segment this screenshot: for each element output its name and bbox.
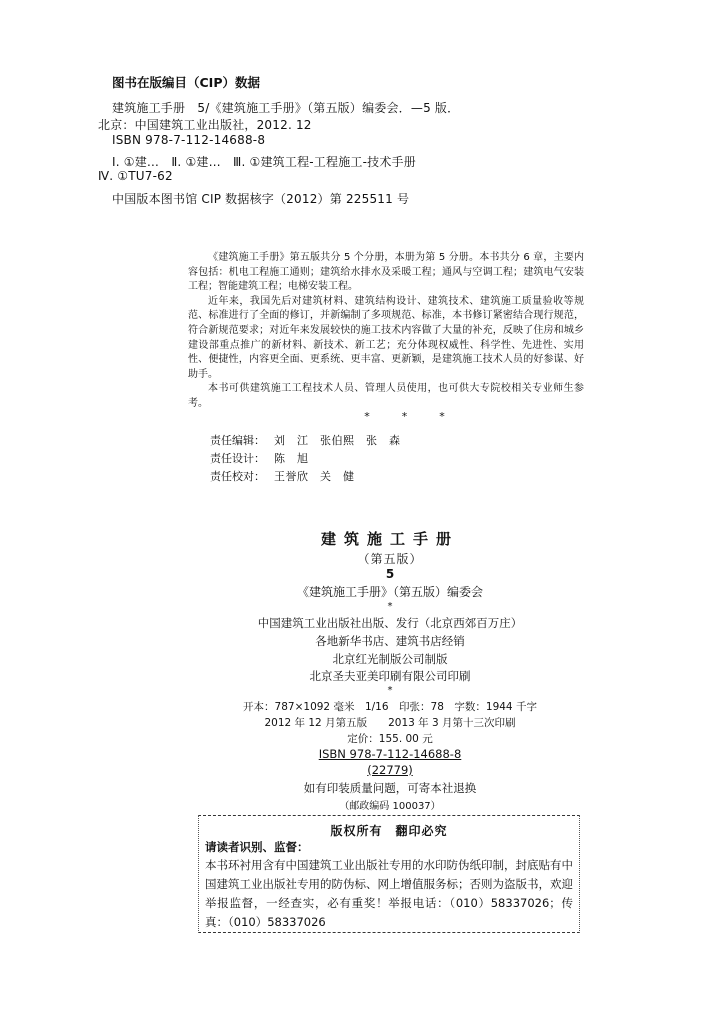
credit-design — [210, 450, 309, 466]
return-notice: 如有印装质量问题，可寄本社退换 — [303, 781, 477, 795]
cip-line-1: 建筑施工手册 5/《建筑施工手册》（第五版）编委会．—5 版． — [112, 101, 460, 115]
book-description — [188, 251, 584, 412]
credit-design-names: 陈 旭 — [274, 452, 309, 465]
cip-line-classification: Ⅰ. ①建… Ⅱ. ①建… Ⅲ. ①建筑工程-工程施工-技术手册 — [112, 155, 416, 169]
star: * — [401, 410, 408, 423]
copyright-lead: 请读者识别、监督： — [205, 840, 309, 854]
publisher-line: 中国建筑工业出版社出版、发行（北京西郊百万庄） — [257, 616, 523, 630]
cip-line-data-number: 中国版本图书馆 CIP 数据核字（2012）第 225511 号 — [112, 192, 410, 206]
price: 定价：155. 00 元 — [347, 733, 433, 745]
credit-editor-names: 刘 江 张伯熙 张 森 — [274, 434, 401, 447]
format-specs: 开本：787×1092 毫米 1/16 印张：78 字数：1944 千字 — [243, 701, 537, 713]
star: * — [439, 410, 445, 423]
cip-line-isbn: ISBN 978-7-112-14688-8 — [112, 133, 266, 147]
copyright-title: 版权所有 翻印必究 — [330, 824, 448, 838]
cip-title: 图书在版编目（CIP）数据 — [112, 75, 260, 90]
star-separator — [350, 410, 459, 423]
separator-star: * — [387, 601, 393, 612]
catalog-code: (22779) — [367, 763, 413, 777]
book-title: 建筑施工手册 — [320, 530, 459, 548]
cip-line-2: 北京：中国建筑工业出版社，2012. 12 — [98, 118, 312, 132]
separator-star: * — [387, 685, 393, 696]
printer-line: 北京圣夫亚美印刷有限公司印刷 — [309, 669, 471, 683]
description-paragraph-2: 近年来，我国先后对建筑材料、建筑结构设计、建筑技术、建筑施工质量验收等规范、标准进行了全面的修订，并新编制了多项规范、标准，本书修订紧密结合现行规范，符合新规范要求；对近年来发展较快的施工技术内容做了大量的补充，反映了住房和城乡建设部重点推广的新材料、新技术、新工艺；充分体现权威性、科学性、先进性、实用性、便捷性，内容更全面、更系统、更丰富、更新颖，是建筑施工技术人员的好参谋、好助手。 — [188, 295, 584, 380]
credit-editor — [210, 432, 401, 448]
print-dates: 2012 年 12 月第五版 2013 年 3 月第十三次印刷 — [264, 717, 516, 729]
platemaker-line: 北京红光制版公司制版 — [332, 652, 448, 666]
star: * — [364, 410, 370, 423]
credit-proofread — [210, 468, 355, 484]
copyright-body: 本书环衬用含有中国建筑工业出版社专用的水印防伪纸印制，封底贴有中国建筑工业出版社专用的防伪标、网上增值服务标；否则为盗版书，欢迎举报监督，一经查实，必有重奖！举报电话：（010）58337026；传真：（010）58337026 — [205, 858, 573, 929]
description-paragraph-3: 本书可供建筑施工工程技术人员、管理人员使用，也可供大专院校相关专业师生参考。 — [188, 383, 584, 409]
editorial-committee: 《建筑施工手册》（第五版）编委会 — [296, 585, 483, 599]
credit-editor-label: 责任编辑： — [210, 434, 265, 447]
description-paragraph-1: 《建筑施工手册》第五版共分 5 个分册，本册为第 5 分册。本书共分 6 章，主要内容包括：机电工程施工通则；建筑给水排水及采暖工程；通风与空调工程；建筑电气安装工程；智能建筑工程；电梯安装工程。 — [188, 252, 584, 293]
credit-proofread-names: 王誉欣 关 健 — [274, 470, 355, 483]
distributor-line: 各地新华书店、建筑书店经销 — [315, 634, 465, 648]
copyright-box — [198, 815, 580, 933]
edition: （第五版） — [357, 552, 423, 566]
credit-design-label: 责任设计： — [210, 452, 265, 465]
postcode: （邮政编码 100037） — [339, 801, 441, 812]
cip-line-clc: Ⅳ. ①TU7-62 — [98, 169, 173, 183]
credit-proofread-label: 责任校对： — [210, 470, 265, 483]
isbn: ISBN 978-7-112-14688-8 — [318, 747, 462, 761]
volume-number: 5 — [385, 567, 395, 581]
